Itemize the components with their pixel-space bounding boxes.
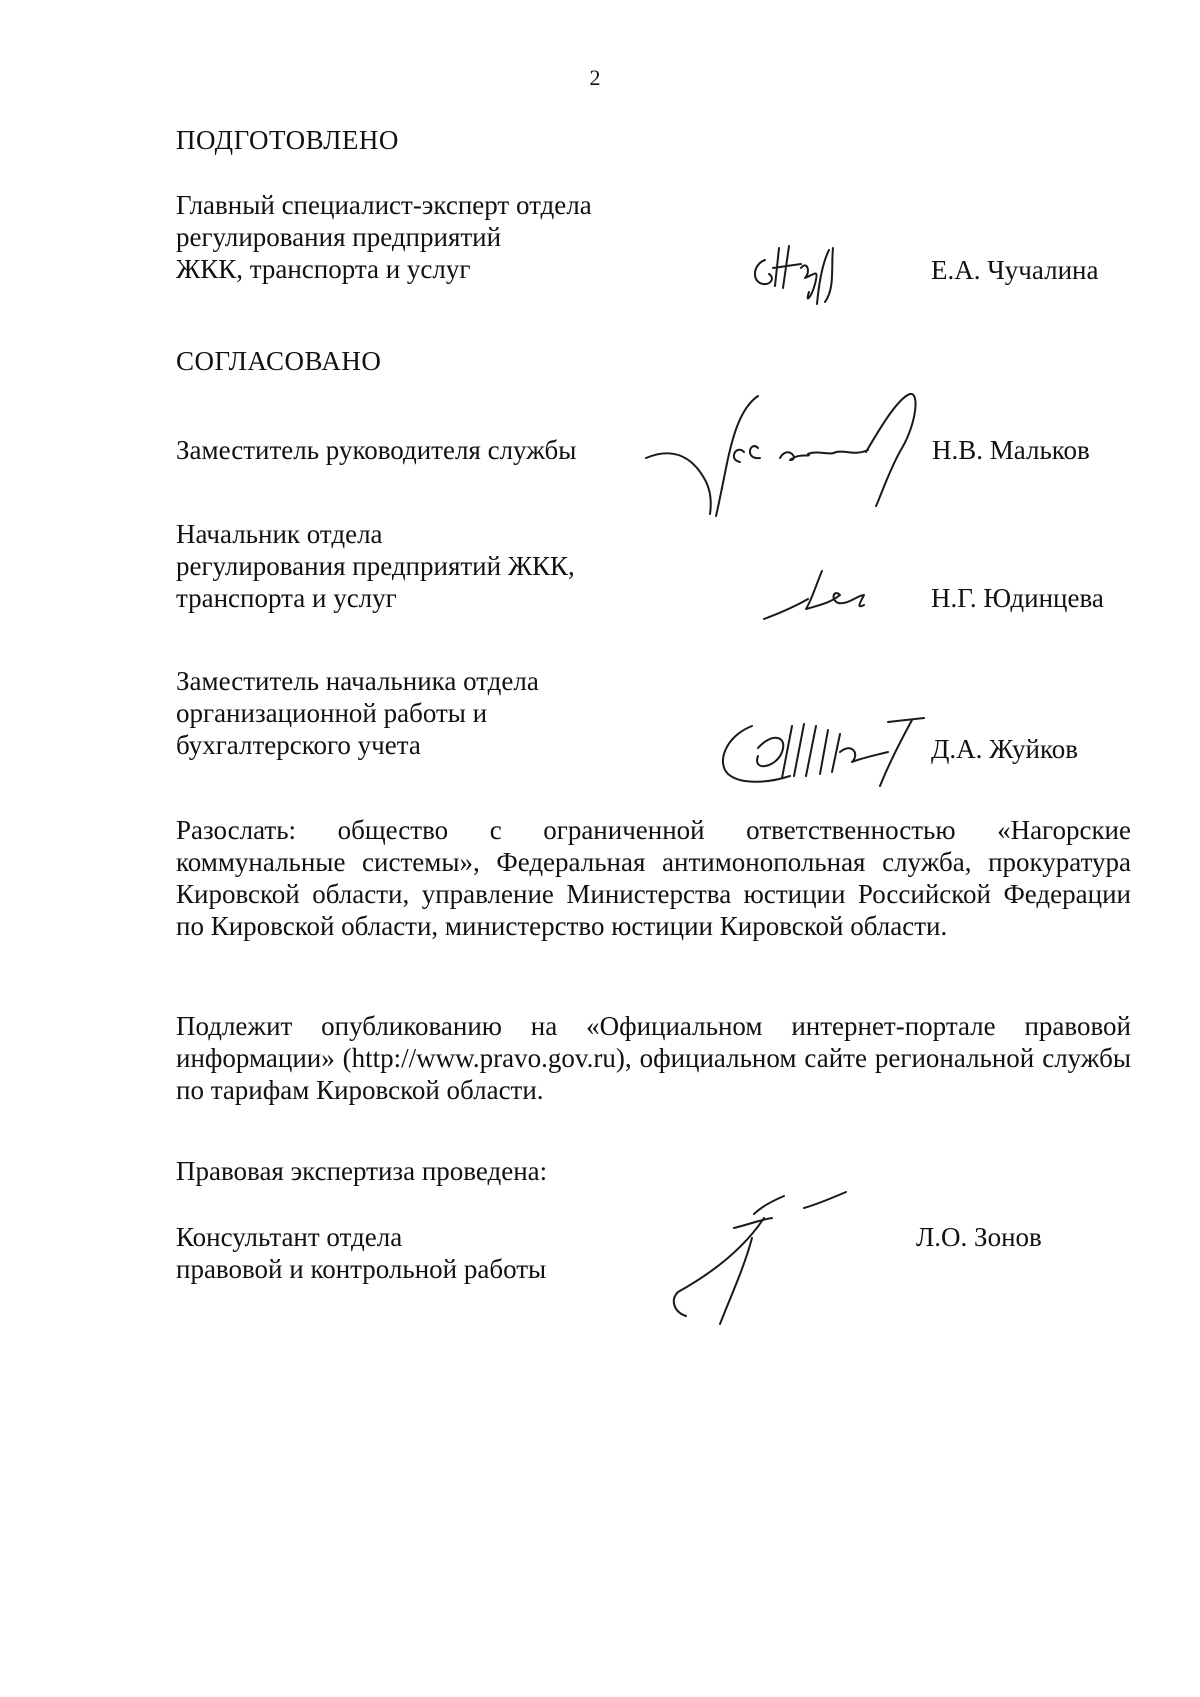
position-line: регулирования предприятий bbox=[176, 222, 502, 252]
signatory-name: Н.Г. Юдинцева bbox=[931, 583, 1104, 613]
agreed-position-2 bbox=[176, 518, 575, 614]
signatory-name: Д.А. Жуйков bbox=[931, 734, 1078, 764]
position-line: Начальник отдела bbox=[176, 519, 383, 549]
distribution-list: Разослать: общество с ограниченной ответственностью «Нагорские коммунальные системы», Федеральная антимонопольная служба, прокуратура Кировской области, управление Министерства юстиции Российской Федерации по Кировской области, министерство юстиции Кировской области. bbox=[176, 815, 1131, 941]
signatory-name: Н.В. Мальков bbox=[932, 435, 1090, 465]
position-line: транспорта и услуг bbox=[176, 583, 397, 613]
page-number: 2 bbox=[589, 65, 601, 90]
signature-yudintseva bbox=[760, 565, 900, 625]
position-line: Заместитель руководителя службы bbox=[176, 435, 577, 465]
signatory-name: Е.А. Чучалина bbox=[931, 255, 1099, 285]
position-line: Главный специалист-эксперт отдела bbox=[176, 190, 592, 220]
position-line: организационной работы и bbox=[176, 698, 488, 728]
agreed-position-1 bbox=[176, 434, 576, 466]
position-line: бухгалтерского учета bbox=[176, 730, 421, 760]
signature-zonov bbox=[664, 1188, 864, 1328]
legal-review-note: Правовая экспертиза проведена: bbox=[176, 1156, 548, 1186]
legal-review-position bbox=[176, 1221, 546, 1285]
agreed-heading: СОГЛАСОВАНО bbox=[176, 346, 382, 376]
position-line: Консультант отдела bbox=[176, 1222, 403, 1252]
position-line: правовой и контрольной работы bbox=[176, 1254, 547, 1284]
signature-zhuikov bbox=[712, 712, 932, 797]
signatory-name: Л.О. Зонов bbox=[916, 1222, 1042, 1252]
signature-malkov bbox=[640, 388, 940, 523]
position-line: Заместитель начальника отдела bbox=[176, 666, 539, 696]
prepared-position bbox=[176, 189, 592, 285]
prepared-heading: ПОДГОТОВЛЕНО bbox=[176, 125, 399, 155]
position-line: регулирования предприятий ЖКК, bbox=[176, 551, 575, 581]
publication-note: Подлежит опубликованию на «Официальном интернет-портале правовой информации» (http://www.pravo.gov.ru), официальном сайте региональной службы по тарифам Кировской области. bbox=[176, 1011, 1131, 1105]
agreed-position-3 bbox=[176, 665, 539, 761]
signature-chuchalina bbox=[745, 238, 885, 318]
position-line: ЖКК, транспорта и услуг bbox=[176, 254, 471, 284]
